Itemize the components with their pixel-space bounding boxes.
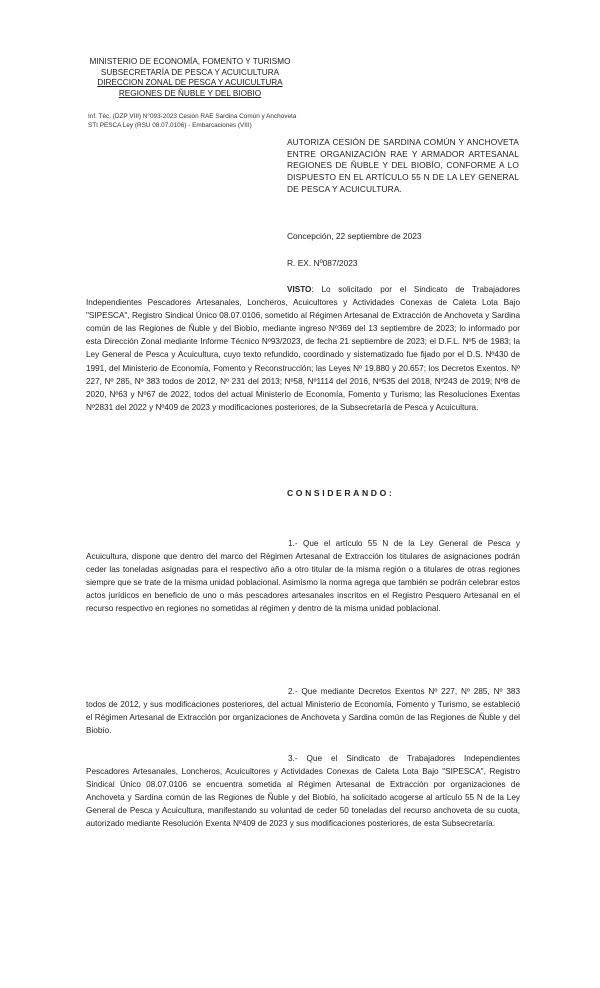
considerando-heading: CONSIDERANDO: bbox=[287, 488, 395, 498]
letterhead bbox=[80, 57, 300, 99]
resolution-number: R. EX. Nº087/2023 bbox=[287, 258, 358, 268]
considerando-paragraph-1: 1.- Que el artículo 55 N de la Ley General de Pesca y Acuicultura, dispone que dentro del marco del Régimen Artesanal de Extracción los titulares de asignaciones podrán ceder las toneladas asignadas para el respectivo año a otro titular de la misma región o a titulares de otras regiones siempre que se trate de la misma unidad poblacional. Asimismo la norma agrega que también se podrán celebrar estos actos jurídicos en beneficio de uno o más pescadores artesanales inscritos en el Registro Pesquero Artesanal en el recurso respectivo en regiones no sometidas al régimen y dentro de la misma unidad poblacional. bbox=[86, 539, 520, 614]
subsecretariat-name: SUBSECRETARÍA DE PESCA Y ACUICULTURA bbox=[100, 67, 280, 77]
resolution-subject: AUTORIZA CESIÓN DE SARDINA COMÚN Y ANCHOVETA ENTRE ORGANIZACIÓN RAE Y ARMADOR ARTESANAL REGIONES DE ÑUBLE Y DEL BIOBÍO, CONFORME A LO DISPUESTO EN EL ARTÍCULO 55 N DE LA LEY GENERAL DE PESCA Y ACUICULTURA. bbox=[287, 137, 519, 194]
considerando-paragraph-2: 2.- Que mediante Decretos Exentos Nº 227, Nº 285, Nº 383 todos de 2012, y sus modificaciones posteriores, del actual Ministerio de Economía, Fomento y Turismo, se estableció el Régimen Artesanal de Extracción por organizaciones de Anchoveta y Sardina común de las Regiones de Ñuble y del Biobío. bbox=[86, 687, 520, 736]
reference-codes bbox=[88, 113, 296, 130]
zonal-direction-name: DIRECCION ZONAL DE PESCA Y ACUICULTURA bbox=[97, 78, 283, 88]
ministry-name: MINISTERIO DE ECONOMÍA, FOMENTO Y TURISMO bbox=[89, 57, 291, 66]
reference-line-2: STI PESCA Ley (RSU 08.07.0106) - Embarcaciones (VIII) bbox=[88, 121, 252, 129]
considerando-paragraph-3: 3.- Que el Sindicato de Trabajadores Independientes Pescadores Artesanales, Loncheros, Acuicultores y Actividades Conexas de Caleta Lota Bajo "SIPESCA", Registro Sindical Único 08.07.0106 se encuentra sometida al Régimen Artesanal de Extracción por organizaciones de Anchoveta y Sardina común de las Regiones de Ñuble y del Biobío, ha solicitado acogerse al artículo 55 N de la Ley General de Pesca y Acuicultura, manifestando su voluntad de ceder 50 toneladas del recurso anchoveta de su cuota, autorizado mediante Resolución Exenta Nº409 de 2023 y sus modificaciones posteriores, de esta Subsecretaría. bbox=[86, 754, 520, 829]
resolution-date: Concepción, 22 septiembre de 2023 bbox=[287, 231, 422, 241]
regions-name: REGIONES DE ÑUBLE Y DEL BIOBIO bbox=[118, 88, 262, 98]
visto-paragraph bbox=[86, 283, 520, 414]
reference-line-1: Inf. Téc. (DZP VIII) N°093-2023 Cesión RAE Sardina Común y Anchoveta bbox=[88, 113, 297, 120]
visto-text: : Lo solicitado por el Sindicato de Trabajadores Independientes Pescadores Artesanales, Loncheros, Acuicultores y Actividades Conexas de Caleta Lota Bajo "SIPESCA", Registro Sindical Único 08.07.0106, sometido al Régimen Artesanal de Extracción de Anchoveta y Sardina común de las Regiones de Ñuble y del Biobío, mediante ingreso Nº369 del 13 septiembre de 2023; lo informado por esta Dirección Zonal mediante Informe Técnico Nº93/2023, de fecha 21 septiembre de 2023; el D.F.L. Nº5 de 1983; la Ley General de Pesca y Acuicultura, cuyo texto refundido, coordinado y sistematizado fue fijado por el D.S. Nº430 de 1991, del Ministerio de Economía, Fomento y Reconstrucción; las Leyes Nº 19.880 y 20.657; los Decretos Exentos. Nº 227, Nº 285, Nº 383 todos de 2012, Nº 231 del 2013; Nº58, Nº1114 del 2016, Nº535 del 2018, Nº243 de 2019; Nº8 de 2020, Nº63 y Nº67 de 2022, todos del actual Ministerio de Economía, Fomento y Turismo; las Resoluciones Exentas Nº2831 del 2022 y Nº409 de 2023 y modificaciones posteriores, de la Subsecretaría de Pesca y Acuicultura. bbox=[86, 285, 520, 412]
visto-keyword: VISTO bbox=[287, 285, 312, 294]
